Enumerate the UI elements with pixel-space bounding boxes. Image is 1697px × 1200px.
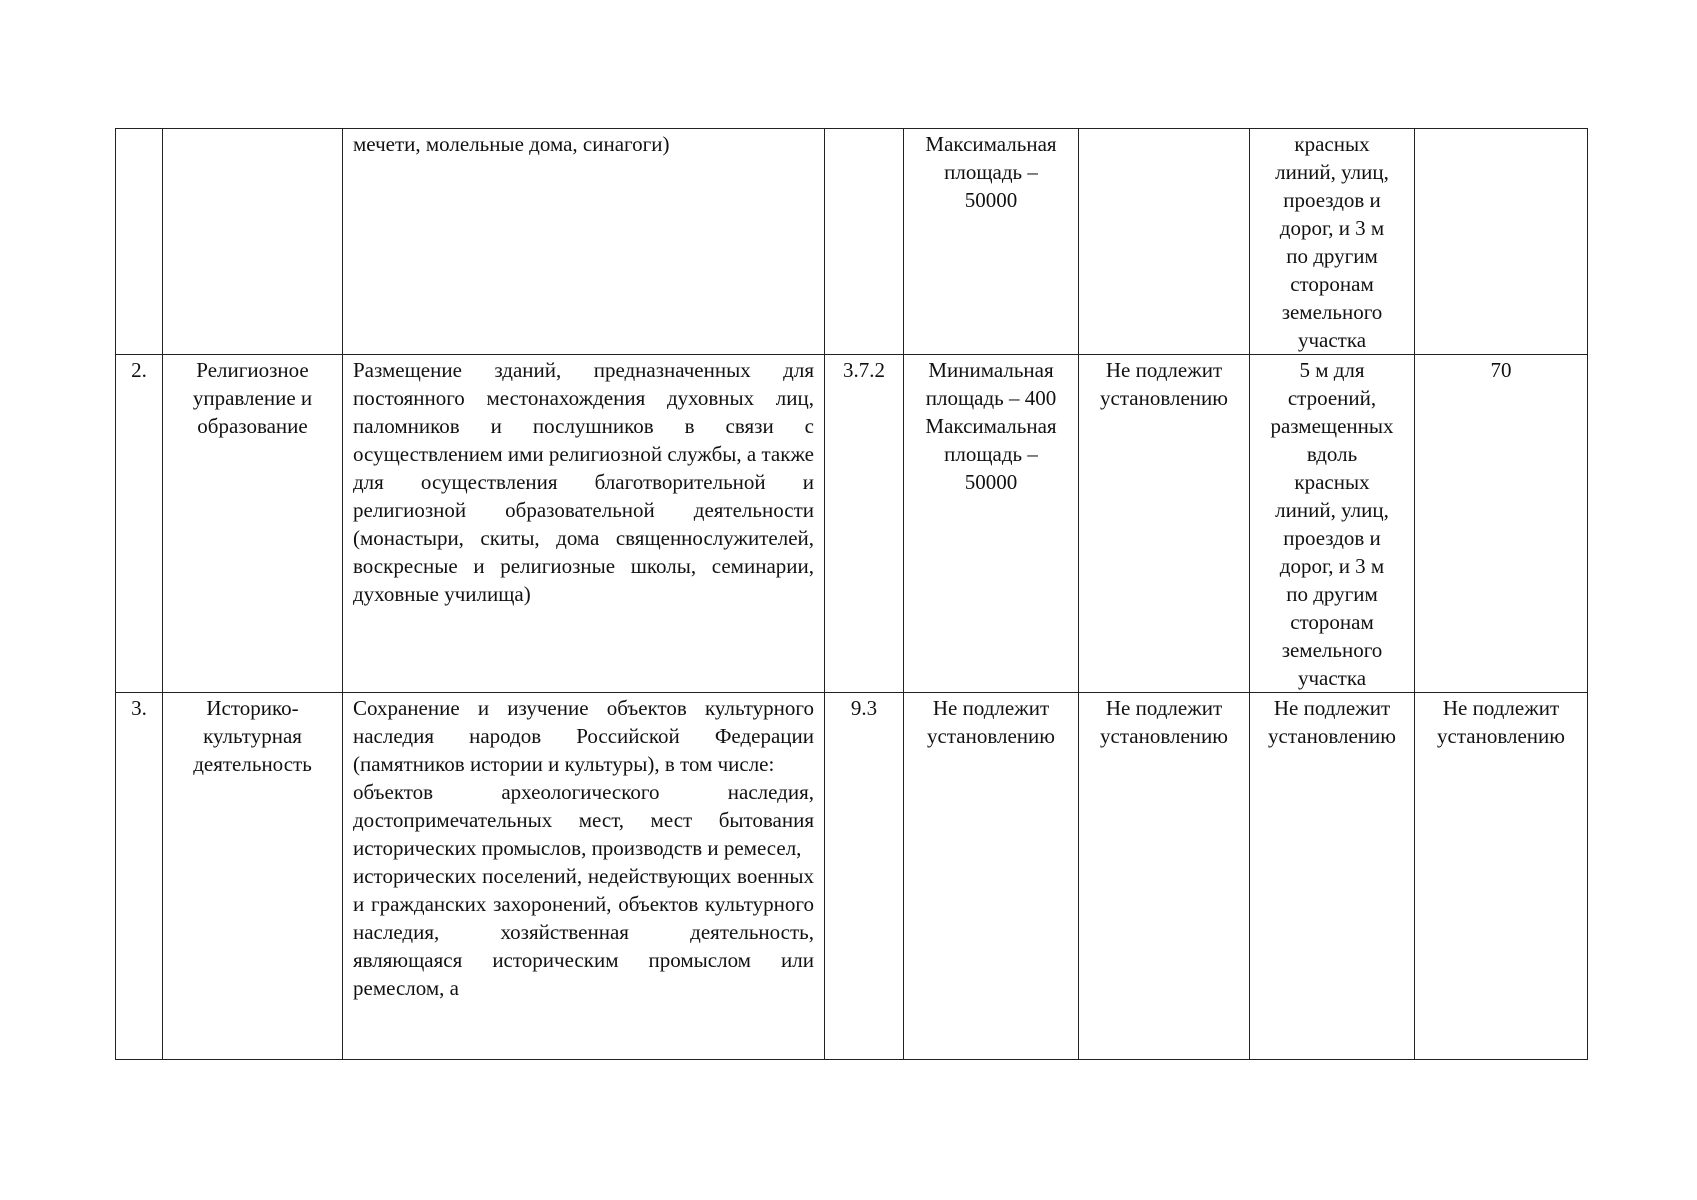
cell-line: участка <box>1297 328 1367 352</box>
cell-line: площадь – 400 <box>925 386 1057 410</box>
parameter-cell <box>1079 129 1250 355</box>
cell-line: площадь – <box>944 442 1038 466</box>
cell-line: установлению <box>1268 724 1396 748</box>
cell-line: Религиозное <box>196 358 309 382</box>
description-paragraph: Размещение зданий, предназначенных для постоянного местонахождения духовных лиц, паломников и послушников в связи с осуществлением ими религиозной службы, а также для осуществления благотворительной и религиозной образовательной деятельности (монастыри, скиты, дома священнослужителей, воскресные и религиозные школы, семинарии, духовные училища) <box>353 358 814 606</box>
cell-line: земельного <box>1281 300 1383 324</box>
setback-cell <box>1250 693 1415 1060</box>
setback-cell <box>1250 129 1415 355</box>
description-paragraph: Сохранение и изучение объектов культурного наследия народов Российской Федерации (памятников истории и культуры), в том числе: <box>353 696 814 776</box>
cell-line: красных <box>1294 132 1370 156</box>
table-body <box>116 129 1588 1060</box>
plot-area-cell <box>904 693 1079 1060</box>
row-number-cell <box>116 129 163 355</box>
use-name-cell <box>163 355 343 693</box>
cell-line: установлению <box>927 724 1055 748</box>
cell-line: красных <box>1294 470 1370 494</box>
table-row <box>116 129 1588 355</box>
cell-line: Минимальная <box>928 358 1054 382</box>
use-name-cell <box>163 693 343 1060</box>
cell-line: Историко- <box>206 696 299 720</box>
cell-line: 70 <box>1490 358 1512 382</box>
cell-line: участка <box>1297 666 1367 690</box>
cell-line: линий, улиц, <box>1275 498 1389 522</box>
cell-line: дорог, и 3 м <box>1279 216 1385 240</box>
cell-line: культурная <box>203 724 302 748</box>
cell-line: по другим <box>1286 582 1378 606</box>
cell-line: сторонам <box>1290 610 1374 634</box>
cell-line: по другим <box>1286 244 1378 268</box>
cell-line: 50000 <box>964 188 1018 212</box>
classifier-code-cell <box>825 129 904 355</box>
cell-line: размещенных <box>1270 414 1394 438</box>
coverage-cell <box>1415 129 1588 355</box>
use-description-cell <box>343 693 825 1060</box>
coverage-cell <box>1415 693 1588 1060</box>
table-row <box>116 355 1588 693</box>
use-description-cell <box>343 129 825 355</box>
row-number-cell: 2. <box>116 355 163 693</box>
cell-line: Не подлежит <box>932 696 1050 720</box>
plot-area-cell <box>904 129 1079 355</box>
cell-line: Не подлежит <box>1105 696 1223 720</box>
use-name-cell <box>163 129 343 355</box>
cell-line: проездов и <box>1283 526 1381 550</box>
cell-line: Не подлежит <box>1442 696 1560 720</box>
cell-line: 5 м для <box>1299 358 1365 382</box>
description-paragraph: исторических поселений, недействующих военных и гражданских захоронений, объектов культурного наследия, хозяйственная деятельность, являющаяся историческим промыслом или ремеслом, а <box>353 864 814 1000</box>
land-use-regulations-table <box>115 128 1588 1060</box>
cell-line: сторонам <box>1290 272 1374 296</box>
coverage-cell <box>1415 355 1588 693</box>
parameter-cell <box>1079 355 1250 693</box>
cell-line: Максимальная <box>925 414 1057 438</box>
cell-line: строений, <box>1287 386 1377 410</box>
cell-line: земельного <box>1281 638 1383 662</box>
cell-line: дорог, и 3 м <box>1279 554 1385 578</box>
classifier-code-cell: 3.7.2 <box>825 355 904 693</box>
plot-area-cell <box>904 355 1079 693</box>
setback-cell <box>1250 355 1415 693</box>
cell-line: проездов и <box>1283 188 1381 212</box>
cell-line: Максимальная <box>925 132 1057 156</box>
cell-line: 50000 <box>964 470 1018 494</box>
cell-line: площадь – <box>944 160 1038 184</box>
cell-line: управление и <box>192 386 313 410</box>
cell-line: образование <box>197 414 308 438</box>
cell-line: установлению <box>1100 724 1228 748</box>
cell-line: деятельность <box>193 752 312 776</box>
classifier-code-cell: 9.3 <box>825 693 904 1060</box>
description-paragraph: объектов археологического наследия, достопримечательных мест, мест бытования исторических промыслов, производств и ремесел, <box>353 780 814 860</box>
cell-line: установлению <box>1437 724 1565 748</box>
use-description-cell <box>343 355 825 693</box>
description-paragraph: мечети, молельные дома, синагоги) <box>353 132 670 156</box>
cell-line: вдоль <box>1306 442 1358 466</box>
table-row <box>116 693 1588 1060</box>
cell-line: установлению <box>1100 386 1228 410</box>
cell-line: Не подлежит <box>1105 358 1223 382</box>
cell-line: линий, улиц, <box>1275 160 1389 184</box>
cell-line: Не подлежит <box>1273 696 1391 720</box>
parameter-cell <box>1079 693 1250 1060</box>
row-number-cell: 3. <box>116 693 163 1060</box>
